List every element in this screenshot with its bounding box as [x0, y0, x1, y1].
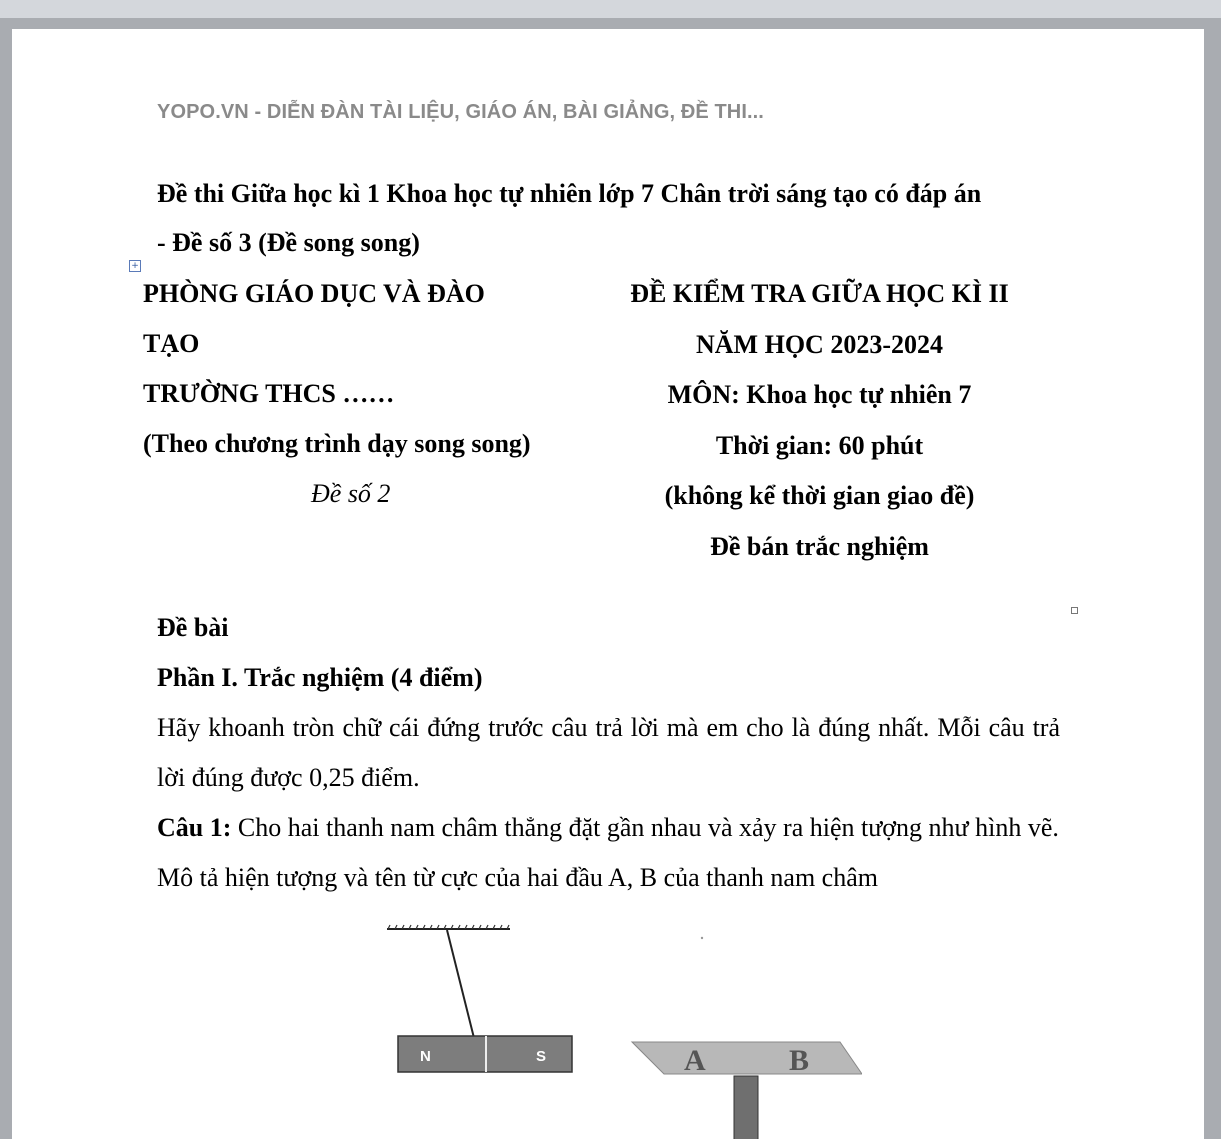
document-title [157, 169, 1067, 267]
magnet-stand [734, 1076, 758, 1139]
subject: MÔN: Khoa học tự nhiên 7 [667, 380, 972, 409]
exam-title: ĐỀ KIỂM TRA GIỮA HỌC KÌ II [630, 279, 1009, 308]
school-info-block [143, 269, 573, 519]
title-line-1: Đề thi Giữa học kì 1 Khoa học tự nhiên lớp 7 Chân trời sáng tạo có đáp án [157, 179, 982, 208]
magnet-label-n: N [420, 1048, 431, 1065]
part-heading: Phần I. Trắc nghiệm (4 điểm) [157, 663, 483, 692]
magnet-label-a: A [684, 1044, 706, 1077]
ab-magnet [632, 1042, 862, 1074]
exam-version: Đề số 2 [311, 479, 391, 508]
magnet-figure [382, 924, 862, 1139]
magnet-label-b: B [789, 1044, 810, 1077]
curriculum-note: (Theo chương trình dạy song song) [143, 429, 531, 458]
school-year: NĂM HỌC 2023-2024 [696, 329, 943, 359]
duration: Thời gian: 60 phút [715, 430, 924, 460]
speck [701, 937, 703, 939]
school-name: TRƯỜNG THCS …… [143, 379, 395, 408]
department-line-1: PHÒNG GIÁO DỤC VÀ ĐÀO [143, 279, 485, 308]
table-resize-handle[interactable] [1071, 607, 1078, 614]
department-line-2: TẠO [143, 329, 200, 358]
question-1-label: Câu 1: [157, 813, 232, 842]
exam-body [157, 603, 1060, 903]
title-line-2: - Đề số 3 (Đề song song) [157, 228, 420, 257]
question-1-text: Cho hai thanh nam châm thẳng đặt gần nhau và xảy ra hiện tượng như hình vẽ. Mô tả hiện tượng và tên từ cực của hai đầu A, B của thanh nam châm [157, 813, 1059, 892]
page-header-text: YOPO.VN - DIỄN ĐÀN TÀI LIỆU, GIÁO ÁN, BÀI GIẢNG, ĐỀ THI... [157, 101, 764, 123]
question-1 [157, 803, 1060, 903]
exam-info-block [592, 269, 1047, 572]
magnet-label-s: S [536, 1048, 547, 1065]
exam-type: Đề bán trắc nghiệm [710, 531, 929, 561]
instruction-text: Hãy khoanh tròn chữ cái đứng trước câu trả lời mà em cho là đúng nhất. Mỗi câu trả lời đúng được 0,25 điểm. [157, 713, 1060, 792]
duration-note: (không kể thời gian giao đề) [664, 481, 975, 510]
window-top-bar [0, 0, 1221, 18]
document-page [12, 29, 1204, 1139]
section-heading: Đề bài [157, 613, 229, 642]
table-move-handle-icon[interactable]: + [129, 260, 141, 272]
hanging-string [447, 930, 474, 1038]
